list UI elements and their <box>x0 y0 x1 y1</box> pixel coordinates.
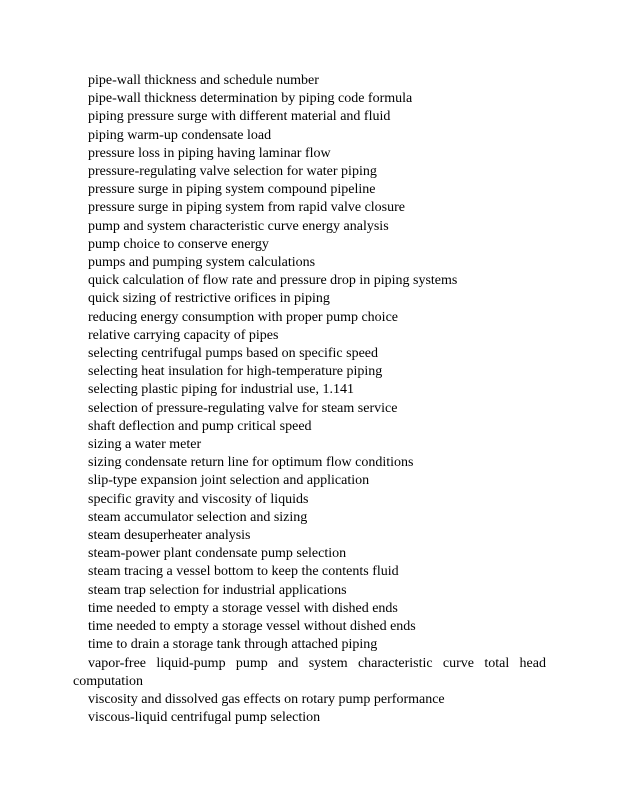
index-entry: time needed to empty a storage vessel without dished ends <box>88 619 416 635</box>
index-entry: viscous-liquid centrifugal pump selection <box>88 710 321 726</box>
index-entry: pipe-wall thickness determination by piping code formula <box>88 91 413 107</box>
index-entry: pressure loss in piping having laminar flow <box>88 145 331 161</box>
index-entry: specific gravity and viscosity of liquids <box>88 491 309 507</box>
index-entry: shaft deflection and pump critical speed <box>88 418 312 434</box>
index-entry: pressure surge in piping system from rapid valve closure <box>88 200 406 216</box>
index-entry: reducing energy consumption with proper pump choice <box>88 309 398 325</box>
index-entry: time needed to empty a storage vessel with dished ends <box>88 600 398 616</box>
index-entry: piping pressure surge with different material and fluid <box>88 109 391 125</box>
index-entry: pump choice to conserve energy <box>88 236 269 252</box>
index-entry: steam desuperheater analysis <box>88 528 251 544</box>
index-entry: pressure-regulating valve selection for water piping <box>88 164 377 180</box>
index-entry: pumps and pumping system calculations <box>88 255 316 271</box>
index-entry: relative carrying capacity of pipes <box>88 327 279 343</box>
index-entry: selection of pressure-regulating valve for steam service <box>88 400 398 416</box>
index-entry: steam trap selection for industrial applications <box>88 582 347 598</box>
index-entry: steam accumulator selection and sizing <box>88 509 308 525</box>
index-entry: slip-type expansion joint selection and application <box>88 473 370 489</box>
index-entry: viscosity and dissolved gas effects on rotary pump performance <box>88 691 445 707</box>
index-entry-list <box>73 72 546 727</box>
index-entry: steam tracing a vessel bottom to keep the contents fluid <box>88 564 399 580</box>
index-entry: pump and system characteristic curve energy analysis <box>88 218 389 234</box>
index-entry: selecting centrifugal pumps based on specific speed <box>88 346 379 362</box>
index-entry: selecting heat insulation for high-temperature piping <box>88 364 383 380</box>
index-entry: steam-power plant condensate pump selection <box>88 546 347 562</box>
index-entry: selecting plastic piping for industrial use, 1.141 <box>88 382 354 398</box>
index-entry: time to drain a storage tank through attached piping <box>88 637 378 653</box>
index-entry: sizing condensate return line for optimum flow conditions <box>88 455 414 471</box>
index-entry: quick sizing of restrictive orifices in piping <box>88 291 330 307</box>
index-entry: pressure surge in piping system compound pipeline <box>88 182 376 198</box>
index-entry: pipe-wall thickness and schedule number <box>88 73 319 88</box>
index-entry: sizing a water meter <box>88 437 202 453</box>
index-entry: vapor-free liquid-pump pump and system characteristic curve total head computation <box>73 655 546 689</box>
index-entry: quick calculation of flow rate and pressure drop in piping systems <box>88 273 458 289</box>
index-entry: piping warm-up condensate load <box>88 127 272 143</box>
